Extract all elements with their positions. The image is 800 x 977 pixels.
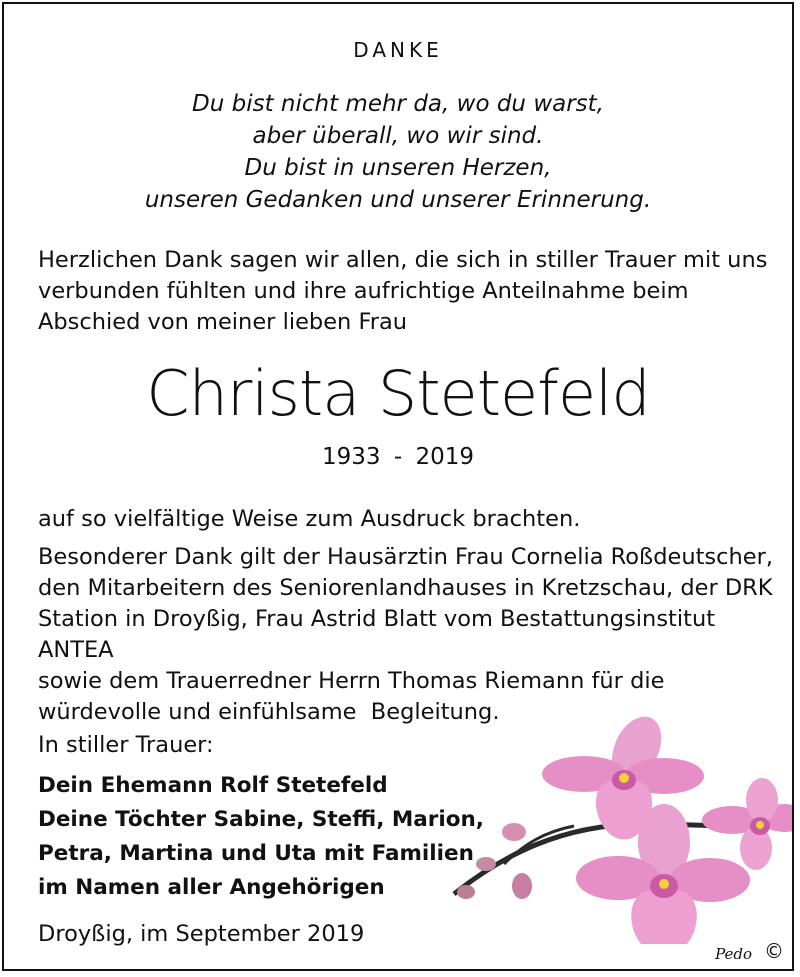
mourning-label: In stiller Trauer:: [38, 732, 214, 758]
intro-line: Herzlichen Dank sagen wir allen, die sich in stiller Trauer mit uns: [38, 247, 768, 273]
poem-line: unseren Gedanken und unserer Erinnerung.: [144, 187, 652, 213]
intro-line: Abschied von meiner lieben Frau: [38, 309, 408, 335]
intro-paragraph: [38, 245, 778, 338]
family-list: [38, 769, 484, 905]
family-line: Dein Ehemann Rolf Stetefeld: [38, 773, 388, 798]
heading: DANKE: [353, 38, 443, 62]
place-date: Droyßig, im September 2019: [38, 921, 365, 947]
poem-line: Du bist in unseren Herzen,: [244, 155, 552, 181]
thanks-line: sowie dem Trauerredner Herrn Thomas Riemann für die: [38, 668, 665, 694]
copyright-mark: ©: [764, 939, 784, 963]
poem: [4, 88, 792, 216]
life-years: 1933 - 2019: [322, 444, 474, 470]
poem-line: Du bist nicht mehr da, wo du warst,: [192, 91, 604, 117]
thanks-paragraph: [38, 542, 778, 728]
family-line: im Namen aller Angehörigen: [38, 875, 385, 900]
thanks-line: Besonderer Dank gilt der Hausärztin Frau Cornelia Roßdeutscher,: [38, 544, 774, 570]
deceased-name: Christa Stetefeld: [146, 357, 650, 430]
poem-line: aber überall, wo wir sind.: [252, 123, 544, 149]
family-line: Petra, Martina und Uta mit Familien: [38, 841, 474, 866]
obituary-card: [2, 2, 794, 971]
thanks-line: würdevolle und einfühlsame Begleitung.: [38, 699, 500, 725]
ausdruck-line: auf so vielfältige Weise zum Ausdruck brachten.: [38, 506, 581, 532]
artist-signature: Pedo: [715, 945, 752, 963]
thanks-line: den Mitarbeitern des Seniorenlandhauses in Kretzschau, der DRK: [38, 575, 773, 601]
orchid-icon: [444, 714, 794, 944]
thanks-line: Station in Droyßig, Frau Astrid Blatt vom Bestattungsinstitut ANTEA: [38, 606, 716, 663]
family-line: Deine Töchter Sabine, Steffi, Marion,: [38, 807, 484, 832]
intro-line: verbunden fühlten und ihre aufrichtige Anteilnahme beim: [38, 278, 689, 304]
